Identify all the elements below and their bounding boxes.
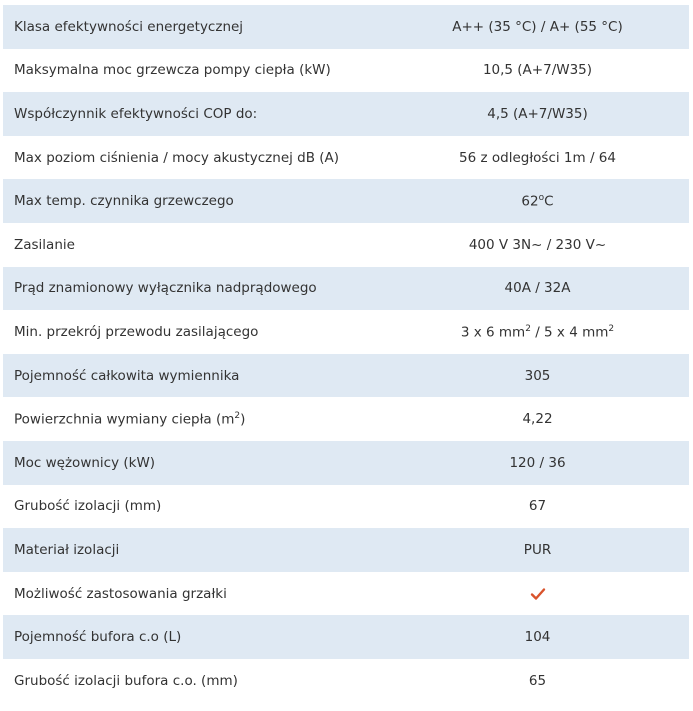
- table-row: [3, 49, 689, 93]
- value-part-b: / 5 x 4 mm: [530, 324, 609, 341]
- table-row: [3, 136, 689, 180]
- row-value: 4,22: [522, 411, 553, 428]
- table-row: [3, 310, 689, 354]
- row-value: PUR: [523, 541, 552, 558]
- row-value: 56 z odległości 1m / 64: [459, 149, 616, 166]
- table-row: [3, 441, 689, 485]
- row-value: 67: [528, 498, 547, 515]
- row-value: 65: [528, 672, 547, 689]
- table-row: [3, 5, 689, 49]
- row-label: Max temp. czynnika grzewczego: [14, 193, 234, 210]
- table-row: [3, 354, 689, 398]
- row-label: Maksymalna moc grzewcza pompy ciepła (kW): [14, 62, 331, 79]
- square-sup: 2: [525, 323, 531, 334]
- table-row: [3, 397, 689, 441]
- table-row: [3, 267, 689, 311]
- table-row: [3, 572, 689, 616]
- row-label: Prąd znamionowy wyłącznika nadprądowego: [14, 280, 317, 297]
- row-value: 10,5 (A+7/W35): [482, 62, 593, 79]
- row-label: Grubość izolacji (mm): [14, 498, 162, 515]
- row-label: Pojemność bufora c.o (L): [14, 629, 182, 646]
- table-row: [3, 92, 689, 136]
- row-label: Pojemność całkowita wymiennika: [14, 367, 240, 384]
- table-row: [3, 528, 689, 572]
- table-row: [3, 179, 689, 223]
- row-value: 120 / 36: [509, 454, 566, 471]
- row-value: [386, 572, 689, 616]
- row-label: [3, 397, 386, 441]
- table-row: [3, 485, 689, 529]
- row-value: [386, 310, 689, 354]
- table-row: [3, 615, 689, 659]
- row-value: 400 V 3N~ / 230 V~: [468, 236, 607, 253]
- table-row: [3, 659, 689, 703]
- row-value: 104: [524, 629, 551, 646]
- value-number: 62: [521, 193, 539, 210]
- row-label: Grubość izolacji bufora c.o. (mm): [14, 672, 238, 689]
- degree-sup: o: [538, 192, 545, 203]
- value-unit: C: [544, 193, 554, 210]
- row-value: 305: [524, 367, 551, 384]
- row-label: Moc wężownicy (kW): [14, 454, 156, 471]
- label-text: Powierzchnia wymiany ciepła (m: [14, 411, 235, 428]
- row-value: A++ (35 °C) / A+ (55 °C): [452, 18, 623, 35]
- row-label: Max poziom ciśnienia / mocy akustycznej dB (A): [14, 149, 340, 166]
- label-tail: ): [240, 411, 246, 428]
- row-value: 4,5 (A+7/W35): [487, 105, 588, 122]
- square-sup: 2: [234, 410, 241, 421]
- table-row: [3, 223, 689, 267]
- row-value: 40A / 32A: [504, 280, 571, 297]
- row-value: [386, 179, 689, 223]
- spec-table: [3, 5, 689, 703]
- row-label: Możliwość zastosowania grzałki: [14, 585, 227, 602]
- check-icon: [530, 587, 546, 601]
- row-label: Współczynnik efektywności COP do:: [14, 105, 258, 122]
- row-label: Klasa efektywności energetycznej: [14, 18, 244, 35]
- row-label: Zasilanie: [14, 236, 75, 253]
- value-part-a: 3 x 6 mm: [460, 324, 526, 341]
- row-label: Min. przekrój przewodu zasilającego: [14, 323, 259, 340]
- square-sup: 2: [608, 323, 615, 334]
- row-label: Materiał izolacji: [14, 541, 120, 558]
